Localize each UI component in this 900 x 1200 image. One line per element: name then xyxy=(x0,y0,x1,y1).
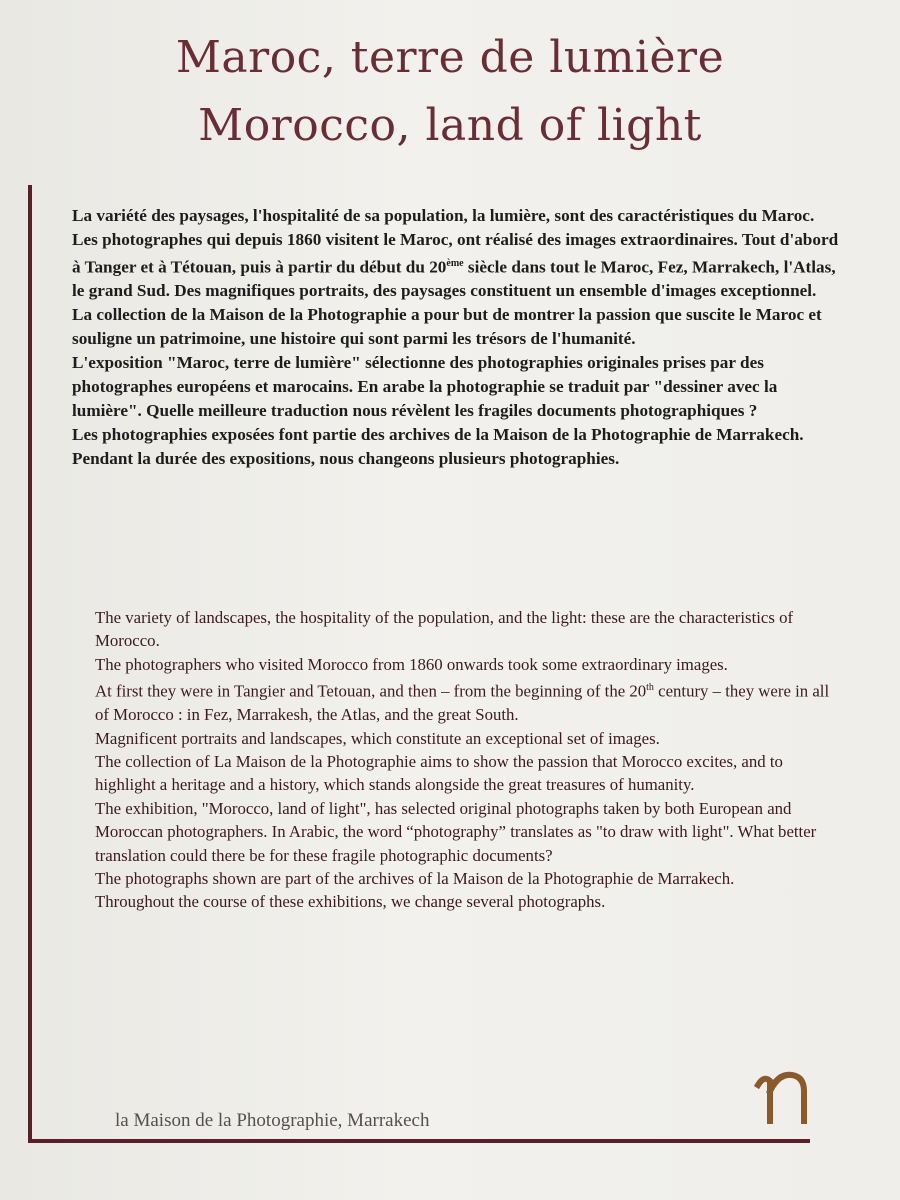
french-paragraph: Pendant la durée des expositions, nous changeons plusieurs photographies. xyxy=(72,448,620,468)
title-french: Maroc, terre de lumière xyxy=(175,32,725,83)
english-paragraph: At first they were in Tangier and Tetouan, and then – from the beginning of the 20th century – they were in all of Morocco : in Fez, Marrakesh, the Atlas, and the great South. xyxy=(95,681,830,725)
french-paragraph: Les photographies exposées font partie des archives de la Maison de la Photographie de Marrakech. xyxy=(72,424,804,444)
english-paragraph: The exhibition, "Morocco, land of light", has selected original photographs taken by both European and Moroccan photographers. In Arabic, the word “photography” translates as "to draw with light". What better translation could there be for these fragile photographic documents? xyxy=(95,798,817,865)
english-paragraph: Throughout the course of these exhibitions, we change several photographs. xyxy=(95,892,606,912)
frame-left-border xyxy=(28,185,32,1143)
maison-photographie-logo-icon xyxy=(752,1065,812,1127)
footer-credit: la Maison de la Photographie, Marrakech xyxy=(115,1110,430,1131)
french-paragraph: L'exposition "Maroc, terre de lumière" sélectionne des photographies originales prises par des photographes européens et marocains. En arabe la photographie se traduit par "dessiner avec la lumière". Quelle meilleure traduction nous révèlent les fragiles documents photographiques ? xyxy=(72,353,778,420)
english-paragraph: The variety of landscapes, the hospitality of the population, and the light: these are the characteristics of Morocco. xyxy=(95,608,794,651)
title-english: Morocco, land of light xyxy=(198,100,702,151)
english-paragraph: Magnificent portraits and landscapes, which constitute an exceptional set of images. xyxy=(95,728,660,748)
frame-bottom-border xyxy=(28,1139,810,1143)
french-paragraph: La collection de la Maison de la Photographie a pour but de montrer la passion que suscite le Maroc et souligne un patrimoine, une histoire qui sont parmi les trésors de l'humanité. xyxy=(72,305,822,349)
english-paragraph: The collection of La Maison de la Photographie aims to show the passion that Morocco excites, and to highlight a heritage and a history, which stands alongside the great treasures of humanity. xyxy=(95,752,783,795)
french-text-block xyxy=(72,204,850,471)
french-paragraph: Les photographes qui depuis 1860 visitent le Maroc, ont réalisé des images extraordinaires. Tout d'abord à Tanger et à Tétouan, puis à partir du début du 20ème siècle dans tout le Maroc, Fez, Marrakech, l'Atlas, le grand Sud. Des magnifiques portraits, des paysages constituent un ensemble d'images exceptionnel. xyxy=(72,229,839,301)
english-paragraph: The photographs shown are part of the archives of la Maison de la Photographie de Marrakech. xyxy=(95,869,735,889)
english-paragraph: The photographers who visited Morocco from 1860 onwards took some extraordinary images. xyxy=(95,654,728,674)
french-paragraph: La variété des paysages, l'hospitalité de sa population, la lumière, sont des caractéristiques du Maroc. xyxy=(72,206,815,225)
english-text-block xyxy=(95,606,835,914)
